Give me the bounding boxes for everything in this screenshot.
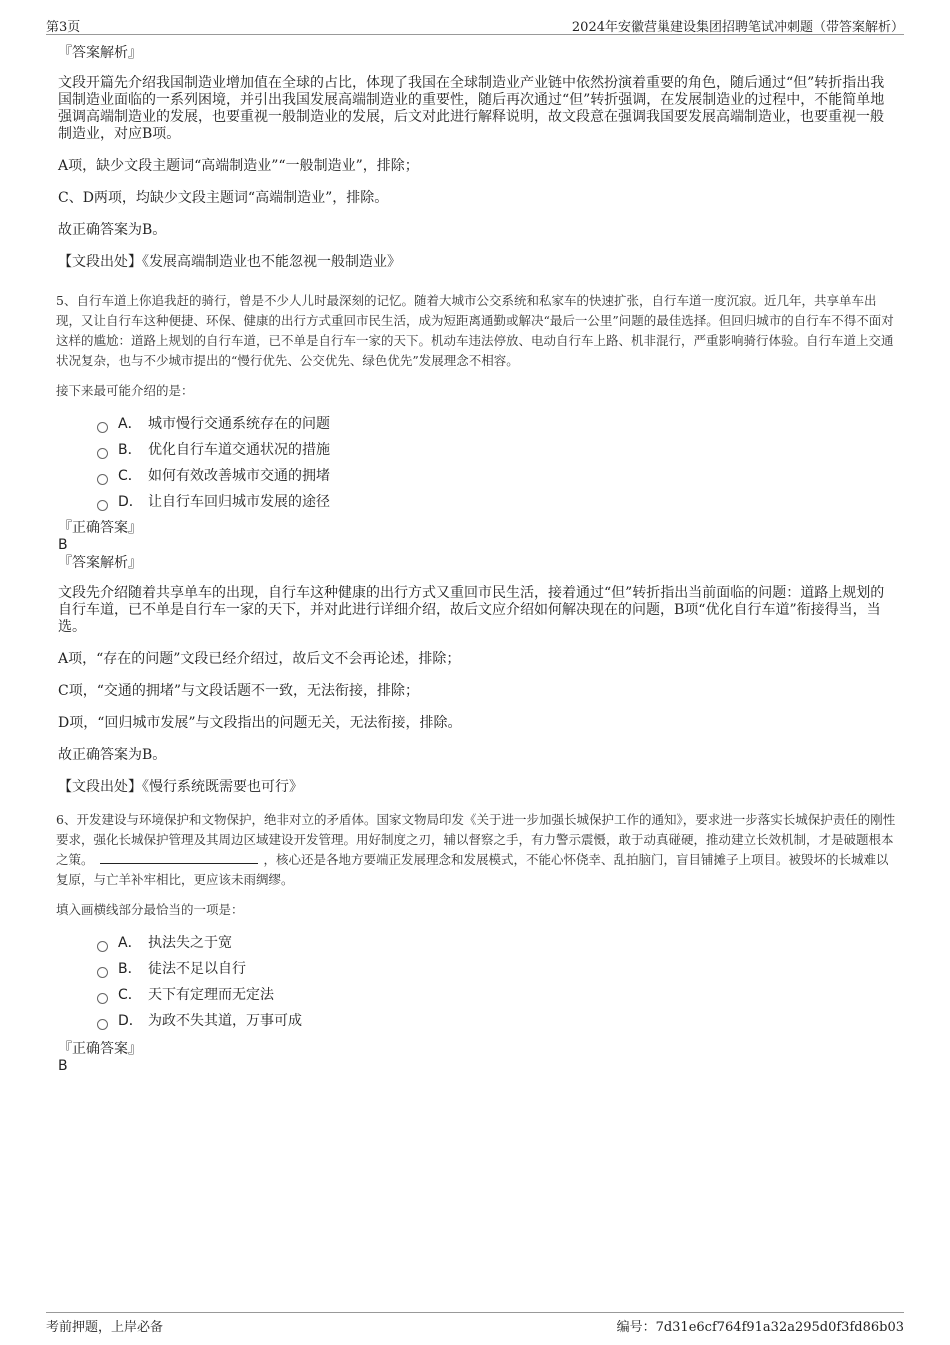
q5-conclusion: 故正确答案为B。 [58,747,167,763]
fill-in-blank [100,851,258,864]
q5-option-d-note: D项，“回归城市发展”与文段指出的问题无关，无法衔接，排除。 [58,715,462,731]
q5-correct-answer: B [58,537,68,553]
q5-options [97,411,896,515]
q4-analysis-text: 文段开篇先介绍我国制造业增加值在全球的占比，体现了我国在全球制造业产业链中依然扮演着重要的角色，随后通过“但”转折指出我国制造业面临的一系列困境，并引出我国发展高端制造业的重要性，随后再次通过“但”转折强调，在发展制造业的过程中，不能简单地强调高端制造业的发展，也要重视一般制造业的发展，后文对此进行解释说明，故文段意在强调我国要发展高端制造业，也要重视一般制造业，对应B项。 [58,75,885,142]
q5-option-a[interactable]: A． 城市慢行交通系统存在的问题 [97,411,896,437]
q6-options [97,930,896,1034]
q6-prompt: 填入画横线部分最恰当的一项是： [56,902,244,917]
q4-analysis-label: 『答案解析』 [58,45,142,61]
q5-prompt: 接下来最可能介绍的是： [56,383,194,398]
q5-analysis-text: 文段先介绍随着共享单车的出现，自行车这种健康的出行方式又重回市民生活，接着通过“但”转折指出当前面临的问题：道路上规划的自行车道，已不单是自行车一家的天下，并对此进行详细介绍，故后文应介绍如何解决现在的问题，B项“优化自行车道”衔接得当，当选。 [58,585,885,635]
page-header [46,14,904,35]
document-body [56,44,896,1075]
q6-correct-label: 『正确答案』 [58,1041,142,1057]
q5-option-c-note: C项，“交通的拥堵”与文段话题不一致，无法衔接，排除； [58,683,420,699]
radio-icon[interactable] [97,448,108,459]
q6-option-a[interactable]: A． 执法失之于宽 [97,930,896,956]
radio-icon[interactable] [97,500,108,511]
q5-option-d[interactable]: D． 让自行车回归城市发展的途径 [97,489,896,515]
q4-source: 【文段出处】《发展高端制造业也不能忽视一般制造业》 [58,254,401,270]
q6-stem: 6、开发建设与环境保护和文物保护，绝非对立的矛盾体。国家文物局印发《关于进一步加强长城保护工作的通知》，要求进一步落实长城保护责任的刚性要求，强化长城保护管理及其周边区域建设开发管理。用好制度之刃，辅以督察之手，有力警示震慑，敢于动真碰硬，推动建立长效机制，才是破题根本之策。 ，核心还是各地方要端正发展理念和发展模式，不能心怀侥幸、乱拍脑门，盲目铺摊子上项目。被毁坏的长城难以复原，与亡羊补牢相比，更应该未雨绸缪。 [56,812,896,887]
radio-icon[interactable] [97,474,108,485]
q6-option-c[interactable]: C． 天下有定理而无定法 [97,982,896,1008]
page-footer [46,1312,904,1335]
q6-correct-answer: B [58,1058,68,1074]
radio-icon[interactable] [97,1019,108,1030]
q5-option-c[interactable]: C． 如何有效改善城市交通的拥堵 [97,463,896,489]
radio-icon[interactable] [97,941,108,952]
document-id: 编号：7d31e6cf764f91a32a295d0f3fd86b03 [616,1320,904,1335]
q4-option-a-note: A项，缺少文段主题词“高端制造业”“一般制造业”，排除； [58,158,419,174]
q5-option-b[interactable]: B． 优化自行车道交通状况的措施 [97,437,896,463]
q6-option-d[interactable]: D． 为政不失其道，万事可成 [97,1008,896,1034]
radio-icon[interactable] [97,967,108,978]
q5-source: 【文段出处】《慢行系统既需要也可行》 [58,779,303,795]
q4-option-cd-note: C、D两项，均缺少文段主题词“高端制造业”，排除。 [58,190,389,206]
q5-option-a-note: A项，“存在的问题”文段已经介绍过，故后文不会再论述，排除； [58,651,461,667]
q5-stem: 5、自行车道上你追我赶的骑行，曾是不少人儿时最深刻的记忆。随着大城市公交系统和私家车的快速扩张，自行车道一度沉寂。近几年，共享单车出现，又让自行车这种便捷、环保、健康的出行方式重回市民生活，成为短距离通勤或解决“最后一公里”问题的最佳选择。但回归城市的自行车不得不面对这样的尴尬：道路上规划的自行车道，已不单是自行车一家的天下。机动车违法停放、电动自行车上路、机非混行，严重影响骑行体验。自行车道上交通状况复杂，也与不少城市提出的“慢行优先、公交优先、绿色优先”发展理念不相容。 [56,293,894,368]
radio-icon[interactable] [97,422,108,433]
q5-correct-label: 『正确答案』 [58,520,142,536]
q5-analysis-label: 『答案解析』 [58,555,142,571]
footer-slogan: 考前押题，上岸必备 [46,1320,164,1335]
radio-icon[interactable] [97,993,108,1004]
document-title: 2024年安徽营巢建设集团招聘笔试冲刺题（带答案解析） [571,20,904,35]
page-number: 第3页 [46,20,81,35]
q4-conclusion: 故正确答案为B。 [58,222,167,238]
q6-option-b[interactable]: B． 徒法不足以自行 [97,956,896,982]
